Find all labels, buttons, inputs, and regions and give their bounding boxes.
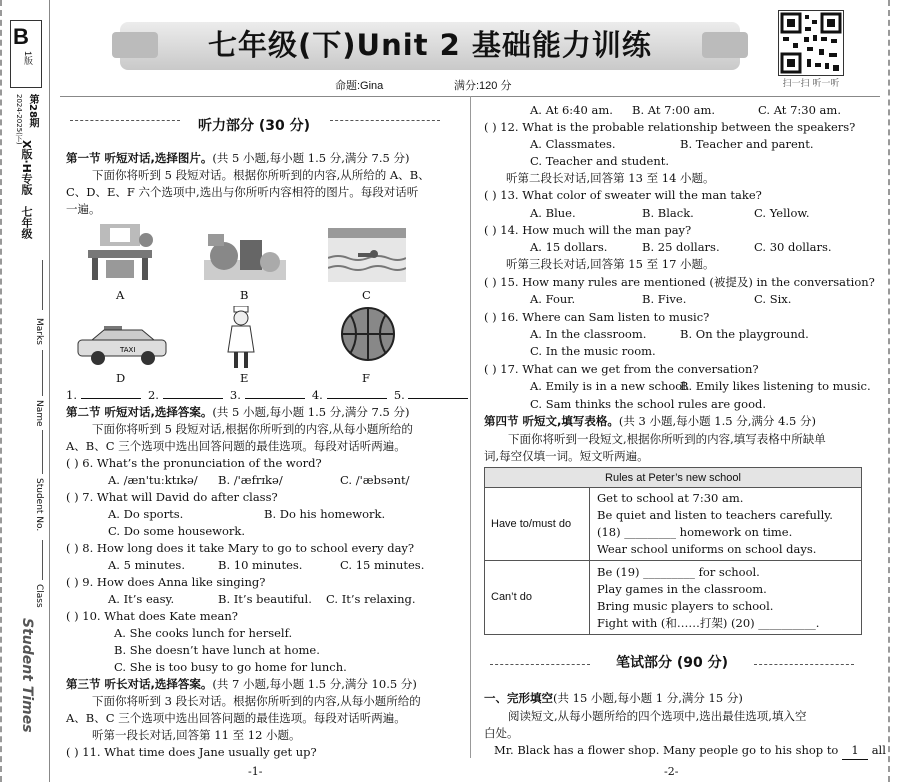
q6-opt-b[interactable]: B. /'æfrɪkə/ [218, 473, 283, 487]
q7-opt-a[interactable]: A. Do sports. [108, 507, 184, 521]
picture-b[interactable] [204, 226, 286, 282]
classroom-desk-icon [80, 220, 162, 282]
q12-opt-b[interactable]: B. Teacher and parent. [680, 137, 814, 151]
q17-opt-b[interactable]: B. Emily likes listening to music. [680, 379, 871, 393]
blank-1-label: 1. [66, 388, 77, 402]
cloze-inst2: 白处。 [484, 726, 519, 740]
q14-opt-b[interactable]: B. 25 dollars. [642, 240, 720, 254]
picture-e[interactable] [226, 306, 256, 370]
class-label: Class [34, 584, 44, 608]
question-17: ( ) 17. What can we get from the conversation? [484, 362, 759, 376]
q14-opt-a[interactable]: A. 15 dollars. [530, 240, 608, 254]
q9-opt-b[interactable]: B. It’s beautiful. [218, 592, 312, 606]
row2-item-3: Bring music players to school. [597, 599, 774, 613]
qr-code-icon[interactable] [778, 10, 844, 76]
blank-2[interactable] [163, 387, 223, 399]
row1-item-2: Be quiet and listen to teachers carefully. [597, 508, 833, 522]
question-6: ( ) 6. What’s the pronunciation of the word? [66, 456, 322, 470]
section-rule-left [70, 120, 180, 121]
s4-head: 第四节 听短文,填写表格。 [484, 414, 619, 428]
writing-title: 笔试部分 (90 分) [616, 655, 729, 671]
q16-opt-c[interactable]: C. In the music room. [530, 344, 656, 358]
q13-opt-b[interactable]: B. Black. [642, 206, 694, 220]
brand-letter: B [13, 24, 29, 49]
s4-head-rest: (共 3 小题,每小题 1.5 分,满分 4.5 分) [618, 414, 816, 428]
cloze-text: Mr. Black has a flower shop. Many people go to his shop to [494, 743, 839, 757]
picture-d[interactable] [74, 326, 170, 366]
q17-opt-a[interactable]: A. Emily is in a new school. [530, 379, 690, 393]
name-field[interactable] [42, 350, 43, 396]
blank-2-label: 2. [147, 388, 159, 402]
row2-item-4-blank-20[interactable]: Fight with (和……打架) (20) __________. [597, 616, 820, 630]
pic-label-b: B [240, 288, 249, 302]
s4-inst2: 词,每空仅填一词。短文听两遍。 [484, 449, 649, 463]
student-no-label: Student No. [34, 478, 44, 532]
question-15: ( ) 15. How many rules are mentioned (被提及) in the conversation? [484, 275, 875, 289]
cloze-head-rest: (共 15 小题,每小题 1 分,满分 15 分) [553, 691, 743, 705]
s3-head: 第三节 听长对话,选择答案。 [66, 677, 213, 691]
s1-inst3: 一遍。 [66, 202, 101, 216]
full-score-label: 满分:120 分 [454, 80, 512, 92]
cloze-end: all [871, 743, 886, 757]
s2-head: 第二节 听短对话,选择答案。 [66, 405, 213, 419]
q15-opt-c[interactable]: C. Six. [754, 292, 792, 306]
nurse-icon [226, 306, 256, 370]
q8-opt-c[interactable]: C. 15 minutes. [340, 558, 425, 572]
q15-opt-b[interactable]: B. Five. [642, 292, 687, 306]
q6-opt-a[interactable]: A. /æn'tuːktɪkə/ [108, 473, 198, 487]
table-title: Rules at Peter’s new school [484, 467, 862, 488]
s3-inst3: 听第一段长对话,回答第 11 至 12 小题。 [92, 728, 301, 742]
issue-label: 第28期 [27, 94, 38, 128]
taxi-sign: TAXI [120, 346, 136, 354]
basketball-icon [340, 306, 396, 362]
student-times-logo: Student Times [19, 618, 35, 733]
dialog-2-inst: 听第二段长对话,回答第 13 至 14 小题。 [506, 171, 715, 185]
year-label: 2024-2025(下) [15, 94, 23, 145]
author-label: 命题:Gina [335, 80, 384, 92]
q8-opt-b[interactable]: B. 10 minutes. [218, 558, 303, 572]
cloze-head: 一、完形填空 [484, 691, 553, 705]
q11-opt-b[interactable]: B. At 7:00 am. [632, 103, 716, 117]
row1-item-4: Wear school uniforms on school days. [597, 542, 817, 556]
writing-rule-left [490, 664, 590, 665]
question-12: ( ) 12. What is the probable relationship between the speakers? [484, 120, 856, 134]
s4-inst1: 下面你将听到一段短文,根据你所听到的内容,填写表格中所缺单 [508, 432, 826, 446]
grade-label: 七年级 [20, 206, 33, 239]
s2-inst2: A、B、C 三个选项中选出回答问题的最佳选项。每段对话听两遍。 [66, 439, 406, 453]
brand-box [10, 20, 42, 88]
q7-opt-c[interactable]: C. Do some housework. [108, 524, 246, 538]
s1-head-rest: (共 5 小题,每小题 1.5 分,满分 7.5 分) [212, 151, 410, 165]
blank-5-label: 5. [393, 388, 405, 402]
q9-opt-c[interactable]: C. It’s relaxing. [326, 592, 416, 606]
answer-blanks [66, 387, 468, 404]
messy-room-icon [204, 226, 286, 282]
row2-item-2: Play games in the classroom. [597, 582, 767, 596]
s1-inst1: 下面你将听到 5 段短对话。根据你所听到的内容,从所给的 A、B、 [92, 168, 430, 182]
taxi-icon [74, 326, 170, 366]
dialog-3-inst: 听第三段长对话,回答第 15 至 17 小题。 [506, 257, 715, 271]
cloze-passage-line [494, 742, 886, 760]
row1-item-1: Get to school at 7:30 am. [597, 491, 744, 505]
question-10: ( ) 10. What does Kate mean? [66, 609, 238, 623]
s3-head-rest: (共 7 小题,每小题 1.5 分,满分 10.5 分) [212, 677, 417, 691]
s3-inst1: 下面你将听到 3 段长对话。根据你所听到的内容,从每小题所给的 [92, 694, 421, 708]
q13-opt-a[interactable]: A. Blue. [530, 206, 576, 220]
q17-opt-c[interactable]: C. Sam thinks the school rules are good. [530, 397, 767, 411]
q16-opt-a[interactable]: A. In the classroom. [530, 327, 647, 341]
listening-title: 听力部分 (30 分) [198, 118, 311, 134]
marks-field[interactable] [42, 260, 43, 310]
q14-opt-c[interactable]: C. 30 dollars. [754, 240, 832, 254]
blank-1[interactable] [81, 387, 141, 399]
cloze-blank-1[interactable]: 1 [842, 742, 868, 760]
q16-opt-b[interactable]: B. On the playground. [680, 327, 809, 341]
pic-label-c: C [362, 288, 371, 302]
s3-inst2: A、B、C 三个选项中选出回答问题的最佳选项。每段对话听两遍。 [66, 711, 406, 725]
blank-3-label: 3. [229, 388, 241, 402]
s1-inst2: C、D、E、F 六个选项中,选出与你所听内容相符的图片。每段对话听 [66, 185, 419, 199]
sidebar [0, 0, 50, 782]
question-9: ( ) 9. How does Anna like singing? [66, 575, 266, 589]
edition-label: X版·H专版 [20, 140, 33, 195]
table-row-2 [484, 561, 862, 635]
picture-c[interactable] [328, 228, 406, 282]
row1-label: Have to/must do [491, 518, 572, 530]
question-14: ( ) 14. How much will the man pay? [484, 223, 692, 237]
q6-opt-c[interactable]: C. /'æbsənt/ [340, 473, 410, 487]
q10-opt-b[interactable]: B. She doesn’t have lunch at home. [114, 643, 320, 657]
blank-3[interactable] [245, 387, 305, 399]
rules-table [484, 467, 862, 635]
row1-item-3-blank-18[interactable]: (18) _________ homework on time. [597, 525, 793, 539]
q11-opt-a[interactable]: A. At 6:40 am. [530, 103, 613, 117]
q15-opt-a[interactable]: A. Four. [530, 292, 576, 306]
blank-4[interactable] [327, 387, 387, 399]
question-7: ( ) 7. What will David do after class? [66, 490, 278, 504]
column-divider [470, 96, 471, 758]
q12-opt-c[interactable]: C. Teacher and student. [530, 154, 670, 168]
question-13: ( ) 13. What color of sweater will the man take? [484, 188, 762, 202]
question-11: ( ) 11. What time does Jane usually get up? [66, 745, 317, 759]
blank-5[interactable] [408, 387, 468, 399]
row2-label: Can’t do [491, 591, 532, 603]
s2-inst1: 下面你将听到 5 段短对话,根据你所听到的内容,从每小题所给的 [92, 422, 413, 436]
s2-head-rest: (共 5 小题,每小题 1.5 分,满分 7.5 分) [212, 405, 410, 419]
pic-label-d: D [116, 371, 126, 385]
marks-label: Marks [34, 318, 44, 345]
scan-hint: 扫一扫 听一听 [782, 79, 840, 89]
student-no-field[interactable] [42, 430, 43, 474]
cut-line-right [888, 0, 890, 782]
page-number-1: -1- [248, 765, 263, 778]
question-16: ( ) 16. Where can Sam listen to music? [484, 310, 710, 324]
brand-sub: 1版 [23, 51, 33, 66]
blank-4-label: 4. [311, 388, 323, 402]
pic-label-a: A [116, 288, 125, 302]
q9-opt-a[interactable]: A. It’s easy. [108, 592, 175, 606]
q7-opt-b[interactable]: B. Do his homework. [264, 507, 386, 521]
picture-a[interactable] [80, 220, 162, 282]
q11-opt-c[interactable]: C. At 7:30 am. [758, 103, 841, 117]
row1-divider [589, 488, 590, 560]
class-field[interactable] [42, 540, 43, 580]
cloze-inst1: 阅读短文,从每小题所给的四个选项中,选出最佳选项,填入空 [508, 709, 807, 723]
writing-rule-right [754, 664, 854, 665]
section-rule-right [330, 120, 440, 121]
page-number-2: -2- [664, 765, 679, 778]
swimming-pool-icon [328, 228, 406, 282]
row2-item-1-blank-19[interactable]: Be (19) _________ for school. [597, 565, 760, 579]
s1-head: 第一节 听短对话,选择图片。 [66, 151, 213, 165]
q13-opt-c[interactable]: C. Yellow. [754, 206, 810, 220]
q10-opt-c[interactable]: C. She is too busy to go home for lunch. [114, 660, 347, 674]
q12-opt-a[interactable]: A. Classmates. [530, 137, 616, 151]
q10-opt-a[interactable]: A. She cooks lunch for herself. [114, 626, 293, 640]
name-label: Name [34, 400, 44, 427]
pic-label-f: F [362, 371, 370, 385]
pic-label-e: E [240, 371, 249, 385]
question-8: ( ) 8. How long does it take Mary to go to school every day? [66, 541, 415, 555]
q8-opt-a[interactable]: A. 5 minutes. [108, 558, 185, 572]
page-title: 七年级(下)Unit 2 基础能力训练 [208, 28, 652, 62]
table-row-1 [484, 488, 862, 561]
picture-f[interactable] [340, 306, 396, 362]
row2-divider [589, 561, 590, 634]
